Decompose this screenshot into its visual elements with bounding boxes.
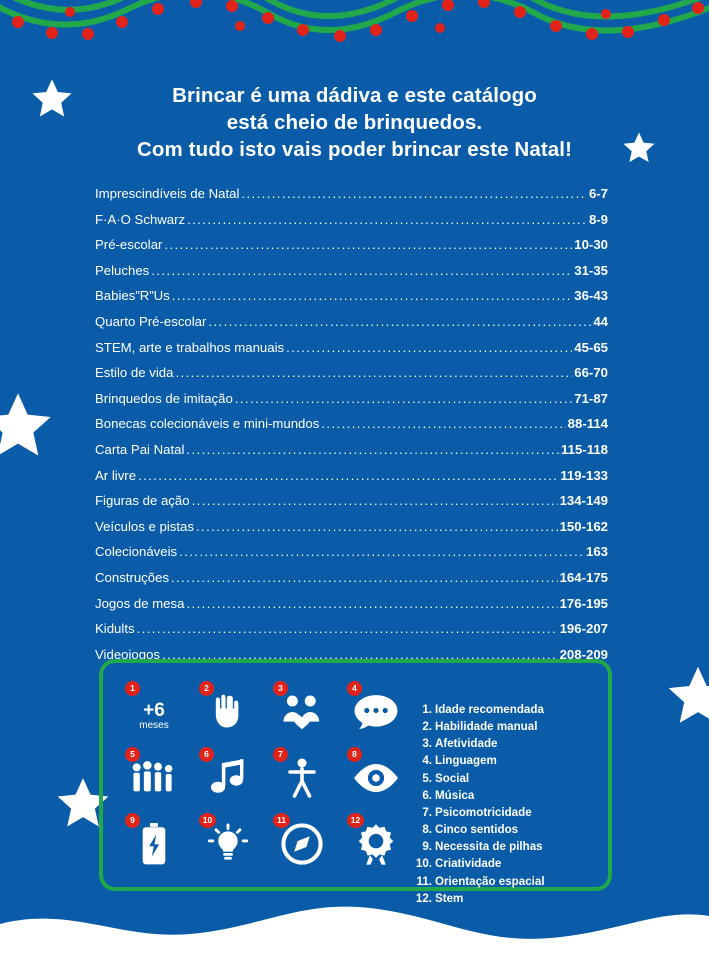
legend-list-number: 8. — [422, 823, 432, 837]
toc-leader-dots — [187, 212, 587, 225]
legend-item-language — [339, 681, 413, 747]
legend-list-number: 2. — [422, 720, 432, 734]
toc-entry[interactable] — [95, 570, 608, 585]
legend-list-number: 5. — [422, 771, 432, 785]
speech-bubble-icon — [353, 693, 399, 736]
legend-list-number: 10. — [415, 857, 432, 871]
toc-entry[interactable] — [95, 314, 608, 329]
legend-list-label: Social — [435, 771, 470, 785]
legend-badge-number: 6 — [199, 747, 214, 762]
legend-item-social — [117, 747, 191, 813]
legend-list-item — [413, 873, 594, 890]
toc-leader-dots — [162, 647, 558, 660]
legend-list-number: 4. — [422, 754, 432, 768]
legend-item-stem — [339, 813, 413, 879]
toc-entry-title: STEM, arte e trabalhos manuais — [95, 339, 285, 355]
toc-entry[interactable] — [95, 340, 608, 355]
toc-entry[interactable] — [95, 186, 608, 201]
toc-leader-dots — [186, 442, 559, 455]
toc-entry[interactable] — [95, 416, 608, 431]
legend-item-five-senses — [339, 747, 413, 813]
group-people-icon — [130, 758, 178, 803]
christmas-garland — [0, 0, 709, 52]
toc-entry-title: Jogos de mesa — [95, 595, 185, 611]
gear-icon — [354, 822, 398, 871]
toc-entry[interactable] — [95, 288, 608, 303]
toc-entry-title: Carta Pai Natal — [95, 441, 185, 457]
page-title — [0, 82, 709, 163]
toc-entry[interactable] — [95, 519, 608, 534]
toc-entry-pages: 31-35 — [574, 262, 608, 278]
legend-list-label: Afetividade — [435, 737, 498, 751]
bottom-snow-wave — [0, 890, 709, 960]
toc-entry-pages: 176-195 — [559, 595, 608, 611]
legend-badge-number: 7 — [273, 747, 288, 762]
legend-list-item — [413, 787, 594, 804]
legend-list-label: Linguagem — [435, 754, 497, 768]
legend-list-item — [413, 821, 594, 838]
legend-item-batteries-required — [117, 813, 191, 879]
legend-list-item — [413, 855, 594, 872]
toc-entry[interactable] — [95, 263, 608, 278]
toc-entry[interactable] — [95, 212, 608, 227]
toc-entry[interactable] — [95, 596, 608, 611]
toc-leader-dots — [179, 544, 584, 557]
legend-badge-number: 11 — [273, 813, 290, 828]
toc-leader-dots — [137, 621, 558, 634]
toc-entry[interactable] — [95, 237, 608, 252]
toc-leader-dots — [235, 391, 572, 404]
legend-list-label: Habilidade manual — [435, 720, 538, 734]
toc-entry-pages: 115-118 — [561, 441, 608, 457]
lightbulb-icon — [207, 823, 249, 870]
toc-entry-title: Brinquedos de imitação — [95, 390, 233, 406]
toc-leader-dots — [241, 186, 587, 199]
toc-entry-pages: 150-162 — [559, 518, 608, 534]
legend-list-number: 3. — [422, 737, 432, 751]
toc-entry-pages: 45-65 — [574, 339, 608, 355]
legend-list-item — [413, 718, 594, 735]
legend-list-label: Cinco sentidos — [435, 823, 519, 837]
toc-entry-pages: 164-175 — [559, 569, 608, 585]
legend-badge-number: 9 — [125, 813, 140, 828]
toc-leader-dots — [196, 519, 558, 532]
age-value: +6 — [143, 700, 165, 721]
toc-entry-title: Bonecas colecionáveis e mini-mundos — [95, 416, 320, 432]
legend-badge-number: 3 — [273, 681, 288, 696]
legend-badge-number: 5 — [125, 747, 140, 762]
age-recommendation-icon — [139, 701, 168, 731]
legend-list-number: 7. — [422, 805, 432, 819]
toc-entry-pages: 71-87 — [574, 390, 608, 406]
compass-icon — [280, 822, 324, 871]
music-note-icon — [207, 758, 249, 803]
toc-entry-pages: 8-9 — [588, 211, 608, 227]
heading-line-3: Com tudo isto vais poder brincar este Natal! — [137, 138, 572, 162]
toc-leader-dots — [172, 288, 573, 301]
eye-icon — [351, 761, 401, 800]
toc-entry-title: Pré-escolar — [95, 237, 163, 253]
legend-list-item — [413, 838, 594, 855]
battery-icon — [141, 823, 167, 870]
toc-entry-title: Figuras de ação — [95, 493, 190, 509]
toc-leader-dots — [175, 365, 572, 378]
toc-entry-pages: 88-114 — [567, 416, 608, 432]
legend-list-label: Psicomotricidade — [435, 805, 532, 819]
toc-entry[interactable] — [95, 544, 608, 559]
legend-item-age-recommendation — [117, 681, 191, 747]
legend-item-music — [191, 747, 265, 813]
toc-entry-title: Ar livre — [95, 467, 137, 483]
toc-entry[interactable] — [95, 391, 608, 406]
legend-list-number: 12. — [415, 891, 432, 905]
heart-people-icon — [280, 692, 324, 737]
running-figure-icon — [284, 757, 320, 804]
legend-list-number: 1. — [422, 703, 432, 716]
toc-entry-title: Colecionáveis — [95, 544, 178, 560]
legend-item-creativity — [191, 813, 265, 879]
legend-badge-number: 1 — [125, 681, 140, 696]
toc-leader-dots — [164, 237, 572, 250]
legend-badge-number: 2 — [199, 681, 214, 696]
decorative-star-icon — [0, 388, 58, 468]
legend-badge-number: 12 — [347, 813, 364, 828]
toc-leader-dots — [138, 468, 558, 481]
toc-entry-title: Veículos e pistas — [95, 518, 194, 534]
legend-list-item — [413, 804, 594, 821]
heading-line-2: está cheio de brinquedos. — [226, 111, 483, 135]
legend-badge-number: 10 — [199, 813, 216, 828]
legend-list-item — [413, 770, 594, 787]
toc-leader-dots — [286, 340, 572, 353]
toc-entry[interactable] — [95, 468, 608, 483]
toc-entry[interactable] — [95, 442, 608, 457]
toc-leader-dots — [208, 314, 591, 327]
toc-entry-title: Construções — [95, 569, 170, 585]
toc-entry-pages: 134-149 — [559, 493, 608, 509]
toc-leader-dots — [171, 570, 558, 583]
legend-list-item — [413, 701, 594, 718]
toc-entry-title: Peluches — [95, 262, 150, 278]
toc-entry-pages: 10-30 — [574, 237, 608, 253]
age-unit: meses — [139, 720, 169, 731]
toc-leader-dots — [321, 416, 565, 429]
legend-list-label: Orientação espacial — [435, 874, 545, 888]
toc-entry-pages: 66-70 — [574, 365, 608, 381]
toc-entry-title: Kidults — [95, 621, 135, 637]
toc-entry[interactable] — [95, 621, 608, 636]
legend-list-item — [413, 735, 594, 752]
heading-line-1: Brincar é uma dádiva e este catálogo — [172, 84, 537, 107]
legend-list-item — [413, 752, 594, 769]
legend-item-psychomotricity — [265, 747, 339, 813]
legend-list-number: 6. — [422, 788, 432, 802]
toc-entry-title: Quarto Pré-escolar — [95, 313, 207, 329]
legend-item-spatial-orientation — [265, 813, 339, 879]
legend-list-number: 11. — [416, 874, 432, 888]
legend-list-label: Idade recomendada — [435, 703, 544, 716]
legend-item-manual-skill — [191, 681, 265, 747]
legend-item-affectivity — [265, 681, 339, 747]
toc-entry-pages: 6-7 — [588, 186, 608, 201]
legend-badge-number: 4 — [347, 681, 362, 696]
legend-list-label: Stem — [435, 891, 464, 905]
legend-description-list — [413, 681, 594, 905]
toc-entry-title: F·A·O Schwarz — [95, 211, 186, 227]
toc-entry-pages: 36-43 — [574, 288, 608, 304]
toc-leader-dots — [192, 493, 558, 506]
hand-icon — [208, 692, 248, 737]
legend-list-label: Criatividade — [435, 857, 502, 871]
legend-list-label: Necessita de pilhas — [435, 840, 543, 854]
legend-list-number: 9. — [422, 840, 432, 854]
toc-entry-title: Estilo de vida — [95, 365, 174, 381]
legend-box — [99, 659, 612, 905]
toc-entry-title: Imprescindíveis de Natal — [95, 186, 240, 201]
toc-entry-pages: 208-209 — [559, 646, 608, 662]
toc-entry[interactable] — [95, 493, 608, 508]
legend-icon-grid — [117, 681, 413, 877]
toc-entry[interactable] — [95, 365, 608, 380]
toc-entry-pages: 119-133 — [560, 467, 608, 483]
toc-entry-title: Babies”R”Us — [95, 288, 170, 304]
legend-list-label: Música — [435, 788, 475, 802]
decorative-star-icon — [662, 662, 709, 734]
toc-entry-pages: 163 — [585, 544, 608, 560]
toc-entry-pages: 196-207 — [559, 621, 608, 637]
table-of-contents — [95, 186, 608, 672]
toc-entry-title: Videojogos — [95, 646, 161, 662]
legend-badge-number: 8 — [347, 747, 362, 762]
toc-leader-dots — [151, 263, 572, 276]
toc-leader-dots — [186, 596, 557, 609]
toc-entry-pages: 44 — [593, 313, 608, 329]
